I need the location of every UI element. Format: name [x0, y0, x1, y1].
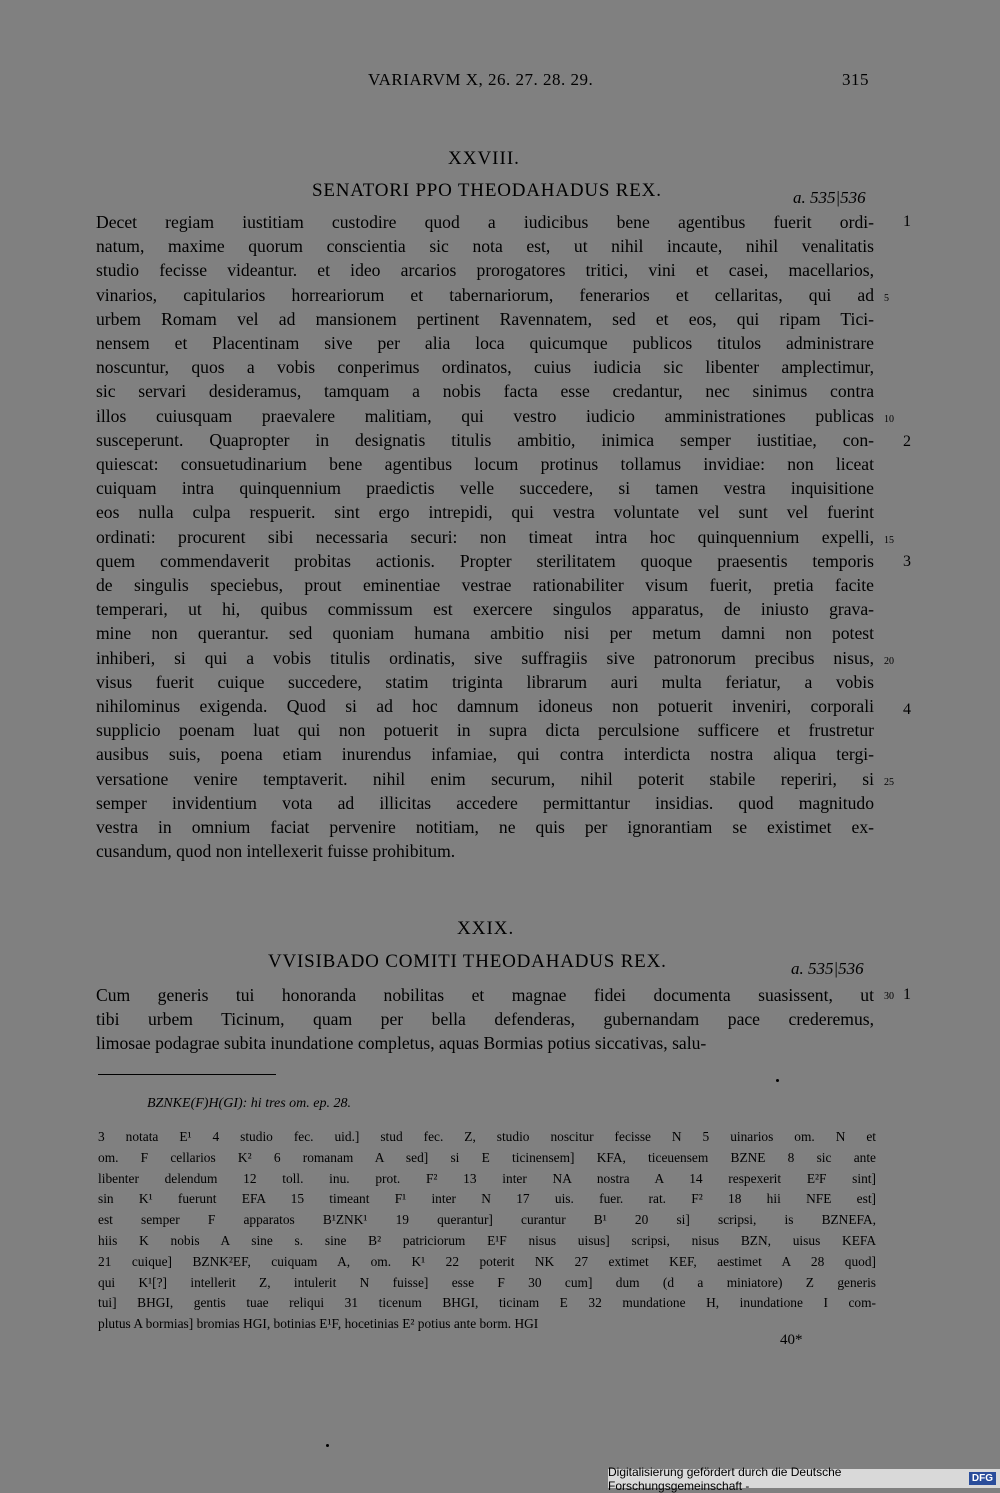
text-line: nihilominus exigenda. Quod si ad hoc damnum idoneus non potuerit inveniri, corporali	[96, 696, 874, 716]
text-line: visus fuerit cuique succedere, statim triginta librarum auri multa feriatur, a vobis	[96, 671, 874, 692]
text-line: semper invidentium vota ad illicitas accedere permittantur insidias. quod magnitudo	[96, 792, 874, 813]
apparatus-line: 21 cuique] BZNK²EF, cuiquam A, om. K¹ 22 poterit NK 27 extimet KEF, aestimet A 28 quod]	[98, 1253, 876, 1269]
text-line: cusandum, quod non intellexerit fuisse prohibitum.	[96, 841, 456, 862]
section-number-3: 3	[903, 553, 911, 570]
letter-28-heading: SENATORI PPO THEODAHADUS REX.	[312, 180, 662, 201]
text-line: vinarios, capitularios horreariorum et tabernariorum, fenerarios et cellaritas, qui ad	[96, 284, 874, 305]
text-line: Decet regiam iustitiam custodire quod a iudicibus bene agentibus fuerit ordi-	[96, 212, 874, 232]
line-number-20: 20	[884, 656, 894, 667]
section-number-2: 2	[903, 433, 911, 450]
text-line: noscuntur, quos a vobis conperimus ordinatos, cuius iudicia sic libenter amplectimur,	[96, 357, 874, 378]
text-line: versatione venire temptaverit. nihil enim securum, nihil poterit stabile reperiri, si	[96, 768, 874, 789]
dfg-logo: DFG	[969, 1472, 996, 1485]
apparatus-line: tui] BHGI, gentis tuae reliqui 31 ticenum BHGI, ticinam E 32 mundatione H, inundatione I com-	[98, 1295, 876, 1311]
text-line: natum, maxime quorum conscientia sic nota est, ut nihil incaute, nihil venalitatis	[96, 236, 874, 257]
manuscript-sigla: BZNKE(F)H(GI): hi tres om. ep. 28.	[147, 1096, 352, 1111]
speck-mark	[326, 1444, 329, 1447]
apparatus-line: libenter delendum 12 toll. inu. prot. F² 13 inter NA nostra A 14 respexerit E²F sint]	[98, 1170, 876, 1186]
text-line: susceperunt. Quapropter in designatis titulis ambitio, inimica semper iustitiae, con-	[96, 429, 874, 450]
footer-text: Digitalisierung gefördert durch die Deutsche Forschungsgemeinschaft -	[608, 1464, 842, 1493]
text-line: ausibus suis, poena etiam inurendus infamiae, qui contra interdicta nostra aliqua tergi-	[96, 744, 874, 765]
line-number-25: 25	[884, 777, 894, 788]
line-number-10: 10	[884, 414, 894, 425]
text-line: studio fecisse videantur. et ideo arcarios prorogatores tritici, vini et casei, macellarios,	[96, 260, 874, 281]
text-line: supplicio poenam luat qui non potuerit in supra dicta perculsione sufficere et frustretur	[96, 720, 874, 741]
line-number-30: 30	[884, 991, 894, 1002]
apparatus-line: 3 notata E¹ 4 studio fec. uid.] stud fec. Z, studio noscitur fecisse N 5 uinarios om. N et	[98, 1129, 876, 1144]
line-number-5: 5	[884, 293, 889, 304]
text-line: sic servari desideramus, tamquam a nobis facta esse credantur, nec sinimus contra	[96, 381, 874, 402]
text-line: urbem Romam vel ad mansionem pertinent Ravennatem, sed et eos, qui ripam Tici-	[96, 308, 874, 329]
digitization-footer	[608, 1464, 1000, 1493]
text-line: illos cuiusquam praevalere malitiam, qui vestro iudicio amministrationes publicas	[96, 405, 874, 426]
letter-29-number: XXIX.	[457, 918, 515, 939]
apparatus-line: sin K¹ fuerunt EFA 15 timeant F¹ inter N 17 uis. fuer. rat. F² 18 hii NFE est]	[98, 1191, 876, 1207]
apparatus-line: hiis K nobis A sine s. sine B² patriciorum E¹F nisus uisus] scripsi, nisus BZN, uisus KEFA	[98, 1233, 876, 1248]
text-line: eos nulla culpa respuerit. sint ergo intrepidi, qui vestra voluntate vel sunt vel fuerint	[96, 502, 874, 523]
apparatus-line: qui K¹[?] intellerit Z, intulerit N fuisse] esse F 30 cum] dum (d a miniatore) Z generis	[98, 1274, 876, 1290]
letter-29-heading: VVISIBADO COMITI THEODAHADUS REX.	[268, 951, 667, 972]
text-line: tibi urbem Ticinum, quam per bella defenderas, gubernandam pace crederemus,	[96, 1009, 874, 1030]
speck-mark	[776, 1079, 779, 1082]
apparatus-line: om. F cellarios K² 6 romanam A sed] si E ticinensem] KFA, ticeuensem BZNE 8 sic ante	[98, 1149, 876, 1165]
text-line: ordinati: procurent sibi necessaria securi: non timeat intra hoc quinquennium expelli,	[96, 526, 874, 547]
page-number: 315	[842, 70, 869, 89]
footnote-rule	[98, 1074, 276, 1075]
text-line: mine non querantur. sed quoniam humana ambitio nisi per metum damni non potest	[96, 623, 874, 644]
text-line: nensem et Placentinam sive per alia loca quicumque publicos titulos administrare	[96, 333, 874, 353]
text-line: de singulis speciebus, prout eminentiae vestrae rationabiliter visum fuerit, pretia facite	[96, 575, 874, 595]
signature-mark: 40*	[780, 1332, 803, 1348]
text-line: Cum generis tui honoranda nobilitas et magnae fidei documenta suasissent, ut	[96, 985, 874, 1005]
section-number-4: 4	[903, 701, 911, 718]
text-line: vestra in omnium faciat pervenire notitiam, ne quis per ignorantiam se existimet ex-	[96, 817, 874, 837]
letter-29-section-number: 1	[903, 986, 911, 1003]
text-line: limosae podagrae subita inundatione completus, aquas Bormias potius siccativas, salu-	[96, 1033, 707, 1054]
line-number-15: 15	[884, 535, 894, 546]
apparatus-line: est semper F apparatos B¹ZNK¹ 19 querantur] curantur B¹ 20 si] scripsi, is BZNEFA,	[98, 1212, 876, 1228]
letter-28-number: XXVIII.	[448, 148, 520, 169]
text-line: quem commendaverit probitas actionis. Propter sterilitatem quoque praesentis temporis	[96, 550, 874, 571]
letter-29-date: a. 535|536	[791, 959, 864, 978]
letter-28-date: a. 535|536	[793, 188, 866, 207]
text-line: cuiquam intra quinquennium praedictis velle succedere, si tamen vestra inquisitione	[96, 478, 874, 499]
text-line: temperari, ut hi, quibus commissum est exercere singulos apparatus, de iniusto grava-	[96, 599, 874, 620]
running-title: VARIARVM X, 26. 27. 28. 29.	[368, 70, 594, 89]
text-line: quiescat: consuetudinarium bene agentibus locum protinus tollamus invidiae: non liceat	[96, 454, 874, 474]
text-line: inhiberi, si qui a vobis titulis ordinatis, sive suffragiis sive patronorum precibus nisus,	[96, 647, 874, 668]
section-number-1: 1	[903, 213, 911, 230]
apparatus-line: plutus A bormias] bromias HGI, botinias E¹F, hocetinias E² potius ante borm. HGI	[98, 1316, 539, 1332]
